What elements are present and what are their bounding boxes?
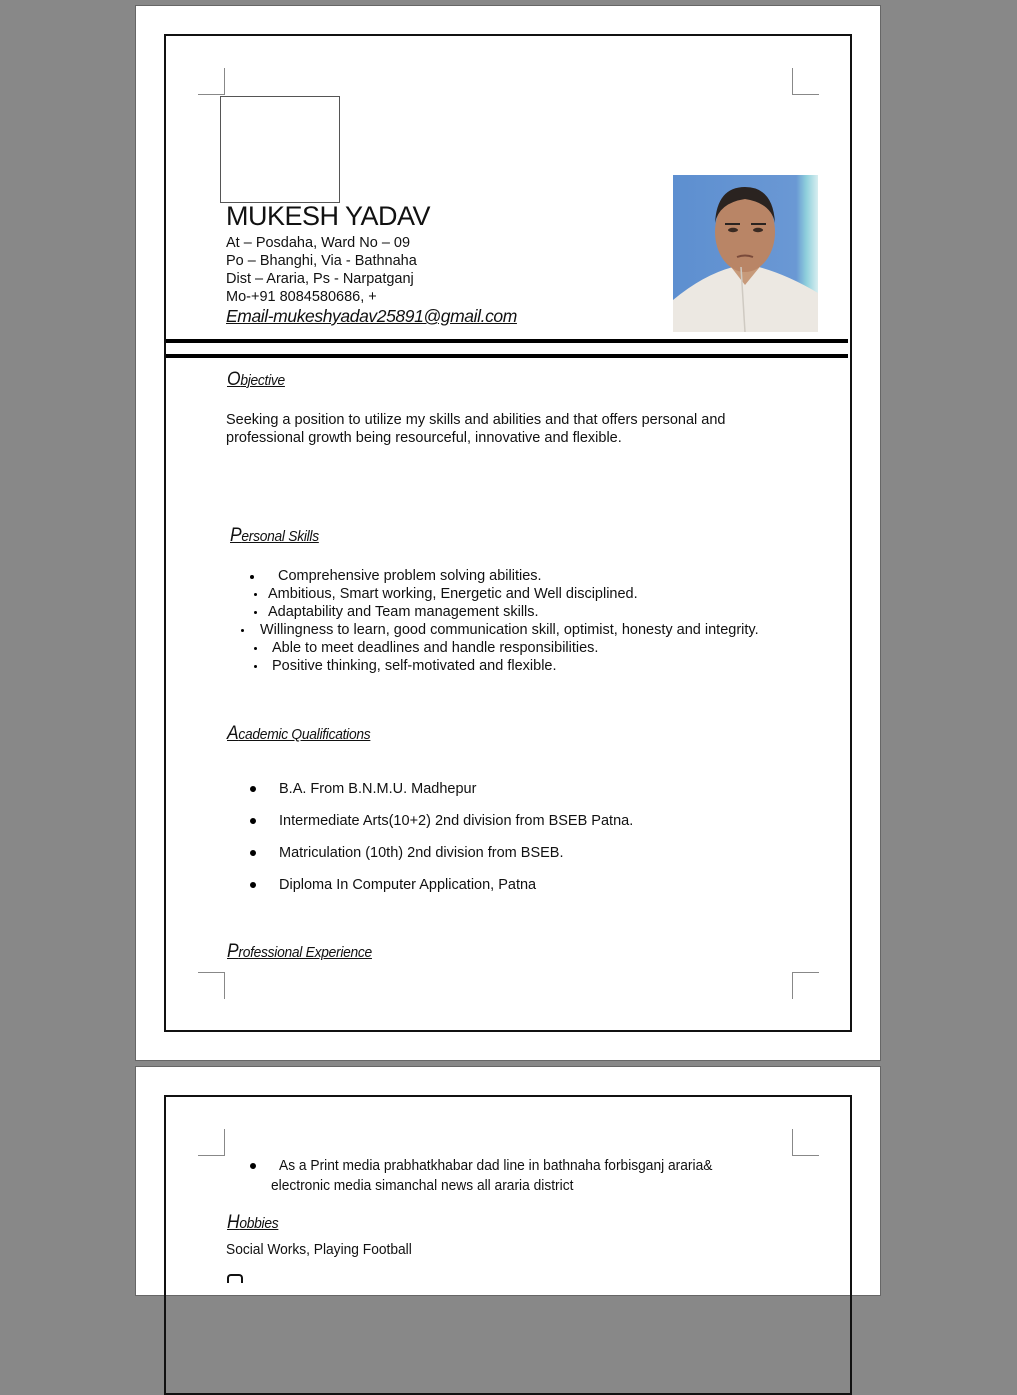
clipped-heading-fragment xyxy=(227,1274,243,1283)
list-item: Able to meet deadlines and handle responsibilities. xyxy=(272,640,599,656)
heading-text: cademic Qualifications xyxy=(238,726,371,743)
bullet-icon xyxy=(250,786,256,792)
bullet-icon xyxy=(250,882,256,888)
email-link[interactable]: Email-mukeshyadav25891@gmail.com xyxy=(226,306,517,326)
list-item-continuation: electronic media simanchal news all araria district xyxy=(271,1178,574,1194)
heading-text: obbies xyxy=(239,1215,279,1232)
list-item: Adaptability and Team management skills. xyxy=(268,604,539,620)
heading-initial: A xyxy=(227,723,239,744)
candidate-name: MUKESH YADAV xyxy=(226,201,431,231)
list-item: Intermediate Arts(10+2) 2nd division from BSEB Patna. xyxy=(279,813,634,829)
list-item: As a Print media prabhatkhabar dad line in bathnaha forbisganj araria& xyxy=(279,1158,713,1174)
objective-text: Seeking a position to utilize my skills and abilities and that offers personal and xyxy=(226,412,726,428)
objective-text: professional growth being resourceful, innovative and flexible. xyxy=(226,430,622,446)
crop-mark-top-left xyxy=(198,68,225,95)
page-2 xyxy=(135,1066,881,1296)
header-divider xyxy=(166,339,848,343)
bullet-icon xyxy=(250,850,256,856)
objective-heading xyxy=(227,369,285,391)
phone-number: Mo-+91 8084580686, + xyxy=(226,289,377,305)
bullet-icon xyxy=(254,611,257,614)
address-line: Dist – Araria, Ps - Narpatganj xyxy=(226,271,414,287)
bullet-icon xyxy=(250,1163,256,1169)
experience-heading xyxy=(227,941,372,963)
list-item: Matriculation (10th) 2nd division from BSEB. xyxy=(279,845,564,861)
image-placeholder-box xyxy=(220,96,340,203)
list-item: Willingness to learn, good communication skill, optimist, honesty and integrity. xyxy=(260,622,759,638)
header-divider xyxy=(166,354,848,358)
list-item: Diploma In Computer Application, Patna xyxy=(279,877,537,893)
heading-text: ersonal Skills xyxy=(241,528,319,545)
bullet-icon xyxy=(250,575,254,579)
list-item: Positive thinking, self-motivated and flexible. xyxy=(272,658,557,674)
crop-mark-bottom-right xyxy=(792,972,819,999)
bullet-icon xyxy=(254,593,257,596)
list-item: Ambitious, Smart working, Energetic and Well disciplined. xyxy=(268,586,638,602)
address-line: At – Posdaha, Ward No – 09 xyxy=(226,235,411,251)
bullet-icon xyxy=(250,818,256,824)
address-line: Po – Bhanghi, Via - Bathnaha xyxy=(226,253,417,269)
profile-photo xyxy=(673,175,818,332)
page-1 xyxy=(135,5,881,1061)
bullet-icon xyxy=(241,629,244,632)
crop-mark-top-right xyxy=(792,68,819,95)
crop-mark-top-left xyxy=(198,1129,225,1156)
bullet-icon xyxy=(254,647,257,650)
list-item: Comprehensive problem solving abilities. xyxy=(278,568,542,584)
crop-mark-top-right xyxy=(792,1129,819,1156)
personal-skills-heading xyxy=(230,525,319,547)
bullet-icon xyxy=(254,665,257,668)
person-portrait-icon xyxy=(673,175,818,332)
heading-text: rofessional Experience xyxy=(238,944,372,961)
heading-initial: H xyxy=(227,1212,240,1233)
hobbies-text: Social Works, Playing Football xyxy=(226,1242,412,1258)
crop-mark-bottom-left xyxy=(198,972,225,999)
heading-initial: O xyxy=(227,369,241,390)
list-item: B.A. From B.N.M.U. Madhepur xyxy=(279,781,477,797)
heading-initial: P xyxy=(227,941,239,962)
academic-heading xyxy=(227,723,370,745)
heading-initial: P xyxy=(230,525,242,546)
heading-text: bjective xyxy=(240,372,285,389)
hobbies-heading xyxy=(227,1212,278,1234)
